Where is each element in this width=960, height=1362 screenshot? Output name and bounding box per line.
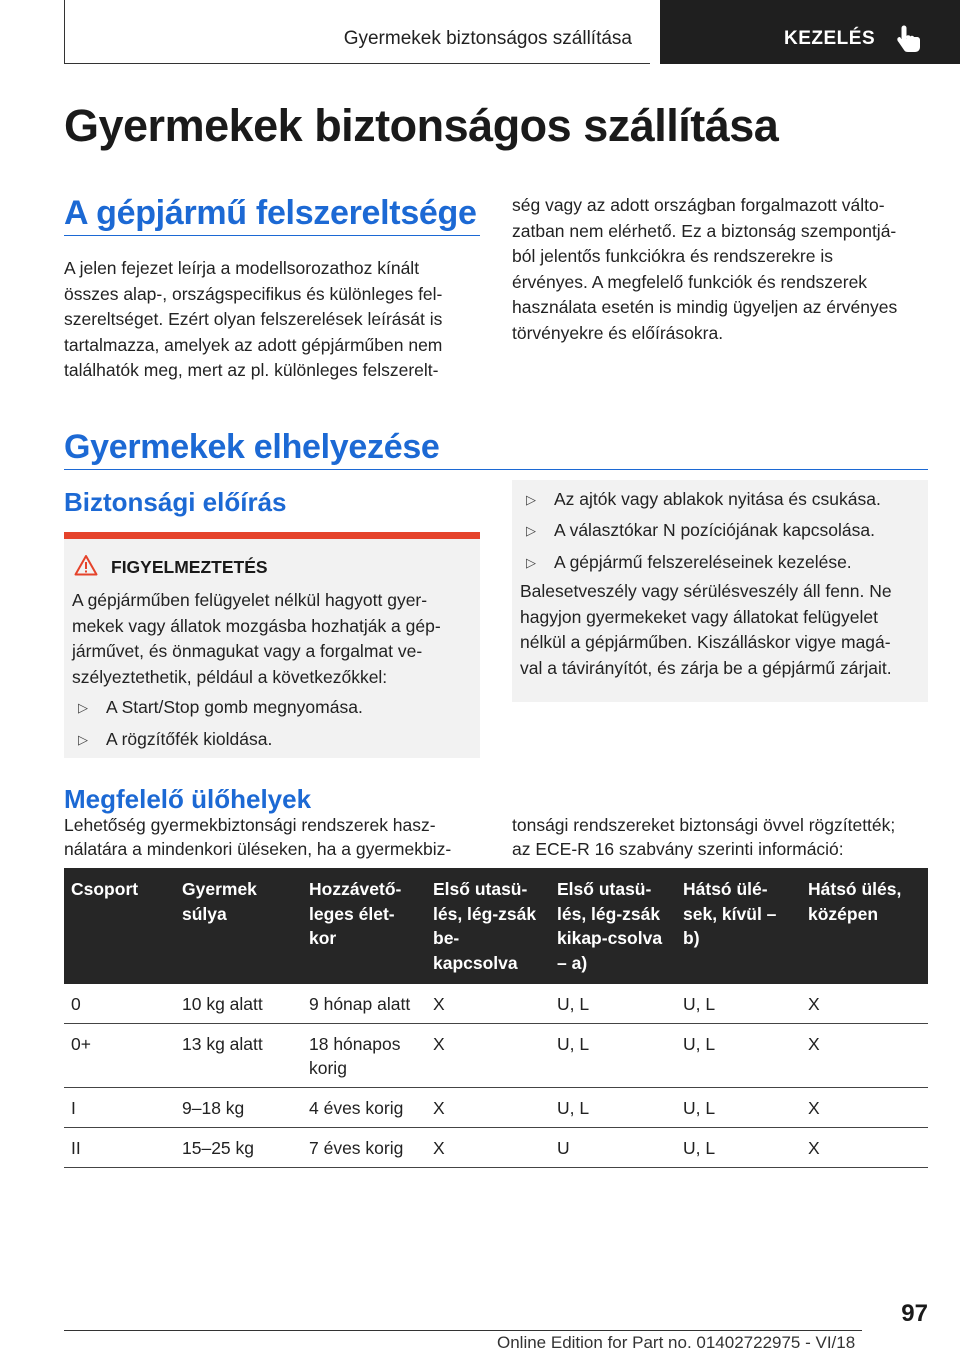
text-line: törvényekre és előírásokra. bbox=[512, 322, 724, 343]
table-cell: X bbox=[801, 1024, 928, 1088]
seats-intro-part1 bbox=[64, 813, 480, 861]
column-header-rear-center: Hátsó ülés, középen bbox=[801, 868, 928, 984]
text-line: tonsági rendszereket biztonsági övvel rögzítették; bbox=[512, 815, 896, 835]
text-line: használata esetén is mindig ügyeljen az érvényes bbox=[512, 297, 898, 317]
section-heading-equipment: A gépjármű felszereltsége bbox=[64, 194, 477, 232]
subheading-seats: Megfelelő ülőhelyek bbox=[64, 784, 312, 814]
column-header-weight: Gyermek súlya bbox=[175, 868, 302, 984]
list-item bbox=[78, 695, 363, 720]
warning-box-continued bbox=[512, 480, 928, 702]
section-rule-placement bbox=[64, 469, 928, 470]
edition-note: Online Edition for Part no. 01402722975 - VI/18 bbox=[497, 1333, 856, 1352]
table-cell: II bbox=[64, 1128, 175, 1168]
text-line: nélkül a gépjárműben. Kiszálláskor vigye magá- bbox=[520, 632, 891, 652]
table-cell: 10 kg alatt bbox=[175, 984, 302, 1024]
bullet-triangle-icon: ▷ bbox=[78, 732, 88, 747]
table-cell: I bbox=[64, 1088, 175, 1128]
table-cell: X bbox=[426, 1024, 550, 1088]
table-cell: X bbox=[426, 1088, 550, 1128]
table-cell: U bbox=[550, 1128, 676, 1168]
table-cell: 18 hónapos korig bbox=[302, 1024, 426, 1088]
bullet-triangle-icon: ▷ bbox=[78, 700, 88, 715]
table-cell: U, L bbox=[676, 1088, 801, 1128]
text-line: A gépjárműben felügyelet nélkül hagyott gyer- bbox=[72, 590, 428, 610]
column-header-front-airbag-on: Első utasü-lés, lég-zsák be-kapcsolva bbox=[426, 868, 550, 984]
text-line: ség vagy az adott országban forgalmazott válto- bbox=[512, 195, 885, 215]
column-header-rear-outer: Hátsó ülé-sek, kívül – b) bbox=[676, 868, 801, 984]
section-heading-placement: Gyermekek elhelyezése bbox=[64, 428, 440, 466]
text-line: Balesetveszély vagy sérülésveszély áll fenn. Ne bbox=[520, 581, 892, 601]
text-line: tartalmazza, amelyek az adott gépjárműben nem bbox=[64, 334, 443, 355]
equipment-paragraph-part1 bbox=[64, 256, 480, 384]
table-cell: X bbox=[801, 984, 928, 1024]
table-row bbox=[64, 1088, 928, 1128]
table-cell: U, L bbox=[676, 984, 801, 1024]
list-item bbox=[526, 487, 881, 512]
list-item-text: Az ajtók vagy ablakok nyitása és csukása. bbox=[554, 489, 881, 509]
text-line: összes alap-, országspecifikus és különleges fel- bbox=[64, 283, 443, 304]
list-item-text: A választókar N pozíciójának kapcsolása. bbox=[554, 520, 875, 540]
seats-intro-part2 bbox=[512, 813, 932, 861]
text-line: járművet, és önmagukat vagy a forgalmat ve- bbox=[72, 641, 423, 661]
list-item bbox=[78, 727, 272, 752]
warning-box bbox=[64, 532, 480, 758]
table-cell: X bbox=[801, 1128, 928, 1168]
table-cell: 0+ bbox=[64, 1024, 175, 1088]
text-line: A jelen fejezet leírja a modellsorozathoz kínált bbox=[64, 258, 420, 278]
header-rule-bottom bbox=[64, 63, 650, 64]
table-cell: U, L bbox=[550, 1024, 676, 1088]
table-cell: X bbox=[426, 984, 550, 1024]
list-item-text: A gépjármű felszereléseinek kezelése. bbox=[554, 552, 852, 572]
chapter-tab-label: KEZELÉS bbox=[784, 28, 876, 49]
table-cell: 15–25 kg bbox=[175, 1128, 302, 1168]
table-row bbox=[64, 1024, 928, 1088]
table-cell: X bbox=[801, 1088, 928, 1128]
text-line: érvényes. A megfelelő funkciók és rendszerek bbox=[512, 271, 868, 292]
text-line: zatban nem elérhető. Ez a biztonság szempontjá- bbox=[512, 220, 897, 241]
table-cell: 0 bbox=[64, 984, 175, 1024]
header-rule-left bbox=[64, 0, 65, 64]
bullet-triangle-icon: ▷ bbox=[526, 523, 536, 538]
running-header-title: Gyermekek biztonságos szállítása bbox=[343, 28, 632, 49]
table-row bbox=[64, 984, 928, 1024]
table-cell: 13 kg alatt bbox=[175, 1024, 302, 1088]
text-line: az ECE-R 16 szabvány szerinti információ: bbox=[512, 839, 844, 859]
hand-pointer-icon bbox=[893, 23, 925, 55]
text-line: nálatára a mindenkori üléseken, ha a gyermekbiz- bbox=[64, 839, 452, 859]
seat-suitability-table bbox=[64, 868, 928, 1168]
warning-triangle-icon bbox=[74, 554, 98, 576]
list-item-text: A rögzítőfék kioldása. bbox=[106, 729, 273, 749]
bullet-triangle-icon: ▷ bbox=[526, 555, 536, 570]
text-line: val a távirányítót, és zárja be a gépjármű zárjait. bbox=[520, 657, 892, 678]
list-item bbox=[526, 550, 852, 575]
table-cell: U, L bbox=[676, 1024, 801, 1088]
text-line: mekek vagy állatok mozgásba hozhatják a gép- bbox=[72, 615, 441, 636]
footer-rule bbox=[64, 1330, 862, 1331]
page-number: 97 bbox=[901, 1300, 928, 1327]
table-cell: U, L bbox=[550, 984, 676, 1024]
table-cell: 9 hónap alatt bbox=[302, 984, 426, 1024]
text-line: szereltséget. Ezért olyan felszerelések leírását is bbox=[64, 309, 443, 329]
list-item bbox=[526, 518, 875, 543]
list-item-text: A Start/Stop gomb megnyomása. bbox=[106, 697, 363, 717]
warning-accent-bar bbox=[64, 532, 480, 539]
text-line: hagyjon gyermekeket vagy állatokat felügyelet bbox=[520, 606, 878, 627]
warning-text bbox=[72, 588, 472, 690]
table-cell: X bbox=[426, 1128, 550, 1168]
text-line: Lehetőség gyermekbiztonsági rendszerek hasz- bbox=[64, 815, 436, 835]
page-title: Gyermekek biztonságos szállítása bbox=[64, 100, 779, 151]
column-header-age: Hozzávető-leges élet-kor bbox=[302, 868, 426, 984]
chapter-tab[interactable] bbox=[660, 0, 960, 64]
table-row bbox=[64, 1128, 928, 1168]
text-line: ból jelentős funkciókra és rendszerekre is bbox=[512, 246, 833, 266]
text-line: találhatók meg, mert az pl. különleges felszerelt- bbox=[64, 360, 439, 380]
column-header-group: Csoport bbox=[64, 868, 175, 984]
bullet-triangle-icon: ▷ bbox=[526, 492, 536, 507]
warning-consequence bbox=[520, 579, 924, 681]
equipment-paragraph-part2 bbox=[512, 193, 928, 346]
warning-title: FIGYELMEZTETÉS bbox=[111, 557, 268, 577]
text-line: szélyeztethetik, például a következőkkel: bbox=[72, 666, 388, 687]
table-cell: U, L bbox=[550, 1088, 676, 1128]
subheading-safety: Biztonsági előírás bbox=[64, 487, 287, 517]
table-cell: U, L bbox=[676, 1128, 801, 1168]
table-cell: 9–18 kg bbox=[175, 1088, 302, 1128]
table-header-row bbox=[64, 868, 928, 984]
column-header-front-airbag-off: Első utasü-lés, lég-zsák kikap-csolva – a) bbox=[550, 868, 676, 984]
section-rule-equipment bbox=[64, 235, 480, 236]
table-cell: 7 éves korig bbox=[302, 1128, 426, 1168]
table-cell: 4 éves korig bbox=[302, 1088, 426, 1128]
